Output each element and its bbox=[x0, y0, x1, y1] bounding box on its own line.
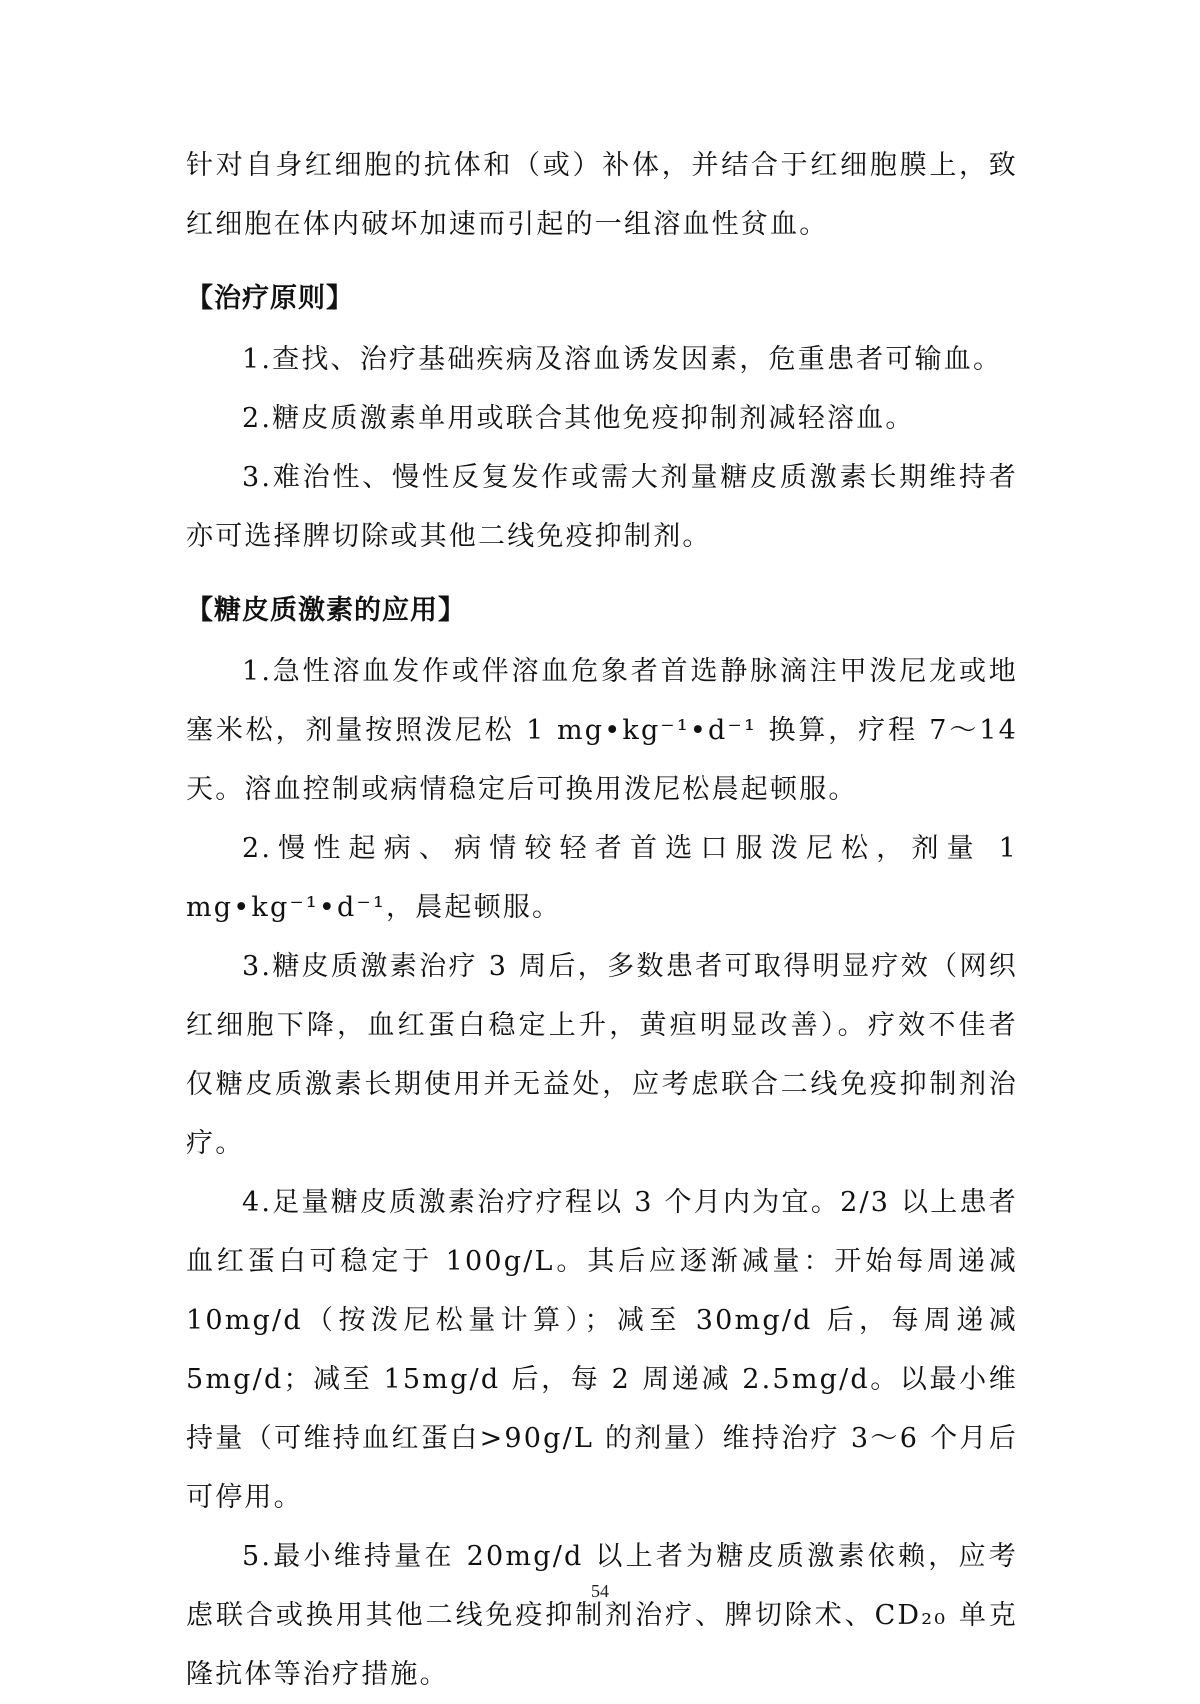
treatment-principle-1: 1.查找、治疗基础疾病及溶血诱发因素，危重患者可输血。 bbox=[242, 344, 1003, 375]
page-number: 54 bbox=[591, 1581, 609, 1601]
section-heading-glucocorticoid-use: 【糖皮质激素的应用】 bbox=[186, 595, 466, 626]
glucocorticoid-item-5: 5.最小维持量在 20mg/d 以上者为糖皮质激素依赖，应考虑联合或换用其他二线免疫抑制剂治疗、脾切除术、CD₂₀ 单克隆抗体等治疗措施。 bbox=[186, 1541, 1018, 1690]
section-heading-treatment-principles: 【治疗原则】 bbox=[186, 283, 354, 314]
glucocorticoid-item-4: 4.足量糖皮质激素治疗疗程以 3 个月内为宜。2/3 以上患者血红蛋白可稳定于 100g/L。其后应逐渐减量：开始每周递减 10mg/d（按泼尼松量计算）；减至 30mg/d 后，每周递减 5mg/d；减至 15mg/d 后，每 2 周递减 2.5mg/d。以最小维持量（可维持血红蛋白>90g/L 的剂量）维持治疗 3～6 个月后可停用。 bbox=[186, 1187, 1018, 1513]
glucocorticoid-item-2: 2.慢性起病、病情较轻者首选口服泼尼松，剂量 1 mg•kg⁻¹•d⁻¹，晨起顿服。 bbox=[186, 833, 1018, 923]
treatment-principle-3: 3.难治性、慢性反复发作或需大剂量糖皮质激素长期维持者亦可选择脾切除或其他二线免疫抑制剂。 bbox=[186, 462, 1018, 552]
page-body bbox=[186, 136, 1018, 1704]
glucocorticoid-item-3: 3.糖皮质激素治疗 3 周后，多数患者可取得明显疗效（网织红细胞下降，血红蛋白稳定上升，黄疸明显改善）。疗效不佳者仅糖皮质激素长期使用并无益处，应考虑联合二线免疫抑制剂治疗。 bbox=[186, 951, 1018, 1159]
intro-paragraph: 针对自身红细胞的抗体和（或）补体，并结合于红细胞膜上，致红细胞在体内破坏加速而引起的一组溶血性贫血。 bbox=[186, 150, 1018, 240]
treatment-principle-2: 2.糖皮质激素单用或联合其他免疫抑制剂减轻溶血。 bbox=[242, 403, 915, 434]
glucocorticoid-item-1: 1.急性溶血发作或伴溶血危象者首选静脉滴注甲泼尼龙或地塞米松，剂量按照泼尼松 1 mg•kg⁻¹•d⁻¹ 换算，疗程 7～14 天。溶血控制或病情稳定后可换用泼尼松晨起顿服。 bbox=[186, 656, 1018, 805]
